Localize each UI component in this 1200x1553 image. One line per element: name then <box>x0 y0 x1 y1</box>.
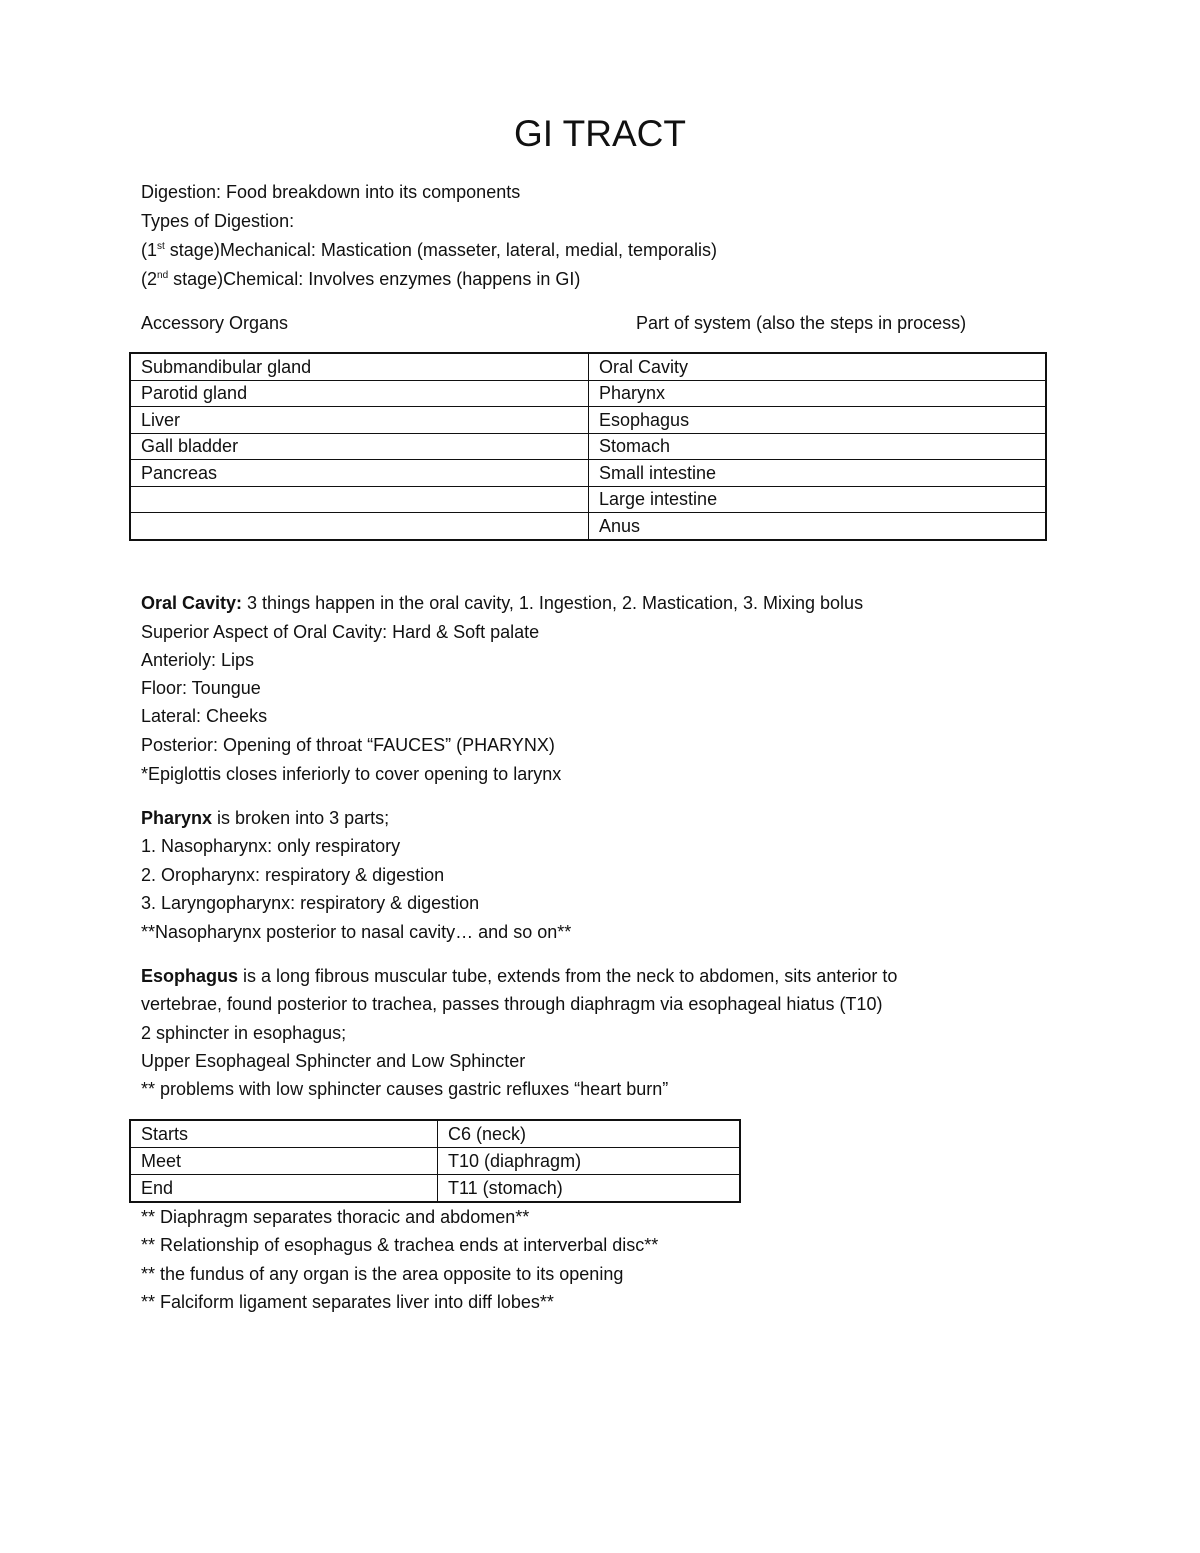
accessory-cell: Submandibular gland <box>130 353 589 380</box>
note-line: ** the fundus of any organ is the area opposite to its opening <box>141 1264 624 1284</box>
esophagus-label-cell: Starts <box>130 1120 438 1148</box>
oral-cavity-line: *Epiglottis closes inferiorly to cover opening to larynx <box>141 764 562 784</box>
note-line: ** Diaphragm separates thoracic and abdomen** <box>141 1207 530 1227</box>
esophagus-line: vertebrae, found posterior to trachea, passes through diaphragm via esophageal hiatus (T10) <box>141 994 883 1014</box>
pharynx-line: 2. Oropharynx: respiratory & digestion <box>141 865 445 885</box>
part-cell: Anus <box>589 513 1047 540</box>
oral-cavity-line: Anterioly: Lips <box>141 650 255 670</box>
table-row <box>130 460 1046 487</box>
part-cell: Stomach <box>589 433 1047 460</box>
part-cell: Pharynx <box>589 380 1047 407</box>
esophagus-line: Upper Esophageal Sphincter and Low Sphincter <box>141 1051 526 1071</box>
note-line: ** Relationship of esophagus & trachea ends at interverbal disc** <box>141 1235 659 1255</box>
table-row <box>130 380 1046 407</box>
stage-2-post: stage)Chemical: Involves enzymes (happens in GI) <box>168 269 581 289</box>
table-row <box>130 1175 740 1203</box>
oral-cavity-intro <box>141 591 863 615</box>
stage-1-post: stage)Mechanical: Mastication (masseter, lateral, medial, temporalis) <box>164 240 718 260</box>
stage-2-pre: (2 <box>141 269 158 289</box>
accessory-cell: Liver <box>130 407 589 434</box>
pharynx-intro <box>141 806 389 830</box>
pharynx-line: 3. Laryngopharynx: respiratory & digestion <box>141 893 480 913</box>
table-row <box>130 486 1046 513</box>
accessory-cell <box>130 486 589 513</box>
stage-1-sup: st <box>157 241 165 252</box>
oral-cavity-heading: Oral Cavity: <box>141 593 243 613</box>
esophagus-value-cell: T11 (stomach) <box>438 1175 741 1203</box>
part-of-system-header: Part of system (also the steps in process) <box>636 313 967 333</box>
stage-1-pre: (1 <box>141 240 158 260</box>
stage-2-sup: nd <box>157 270 169 281</box>
organs-table <box>129 352 1047 541</box>
esophagus-label-cell: End <box>130 1175 438 1203</box>
part-cell: Esophagus <box>589 407 1047 434</box>
accessory-cell: Gall bladder <box>130 433 589 460</box>
accessory-organs-header: Accessory Organs <box>141 313 289 333</box>
page-title: GI TRACT <box>514 113 686 154</box>
part-cell: Large intestine <box>589 486 1047 513</box>
pharynx-line: 1. Nasopharynx: only respiratory <box>141 836 401 856</box>
table-row <box>130 407 1046 434</box>
esophagus-label-cell: Meet <box>130 1148 438 1175</box>
table-row <box>130 353 1046 380</box>
oral-cavity-line: Lateral: Cheeks <box>141 706 268 726</box>
esophagus-value-cell: T10 (diaphragm) <box>438 1148 741 1175</box>
esophagus-heading: Esophagus <box>141 966 239 986</box>
table-row <box>130 1120 740 1148</box>
oral-cavity-line: Posterior: Opening of throat “FAUCES” (PHARYNX) <box>141 735 555 755</box>
digestion-text: Food breakdown into its components <box>221 182 521 202</box>
oral-cavity-line: Superior Aspect of Oral Cavity: Hard & Soft palate <box>141 622 540 642</box>
digestion-label: Digestion: <box>141 182 222 202</box>
esophagus-text: is a long fibrous muscular tube, extends from the neck to abdomen, sits anterior to <box>238 966 898 986</box>
types-of-digestion: Types of Digestion: <box>141 211 295 231</box>
esophagus-value-cell: C6 (neck) <box>438 1120 741 1148</box>
note-line: ** Falciform ligament separates liver into diff lobes** <box>141 1292 554 1312</box>
accessory-cell: Pancreas <box>130 460 589 487</box>
accessory-cell <box>130 513 589 540</box>
part-cell: Oral Cavity <box>589 353 1047 380</box>
pharynx-line: **Nasopharynx posterior to nasal cavity… and so on** <box>141 922 572 942</box>
oral-cavity-text: 3 things happen in the oral cavity, 1. Ingestion, 2. Mastication, 3. Mixing bolus <box>242 593 864 613</box>
table-row <box>130 433 1046 460</box>
esophagus-table <box>129 1119 741 1203</box>
accessory-cell: Parotid gland <box>130 380 589 407</box>
digestion-definition <box>141 180 520 204</box>
pharynx-text: is broken into 3 parts; <box>212 808 390 828</box>
table-row <box>130 1148 740 1175</box>
esophagus-intro <box>141 964 897 988</box>
pharynx-heading: Pharynx <box>141 808 213 828</box>
stage-2-line <box>141 267 580 291</box>
esophagus-line: ** problems with low sphincter causes gastric refluxes “heart burn” <box>141 1079 669 1099</box>
stage-1-line <box>141 238 717 262</box>
oral-cavity-line: Floor: Toungue <box>141 678 261 698</box>
table-row <box>130 513 1046 540</box>
part-cell: Small intestine <box>589 460 1047 487</box>
esophagus-line: 2 sphincter in esophagus; <box>141 1023 347 1043</box>
